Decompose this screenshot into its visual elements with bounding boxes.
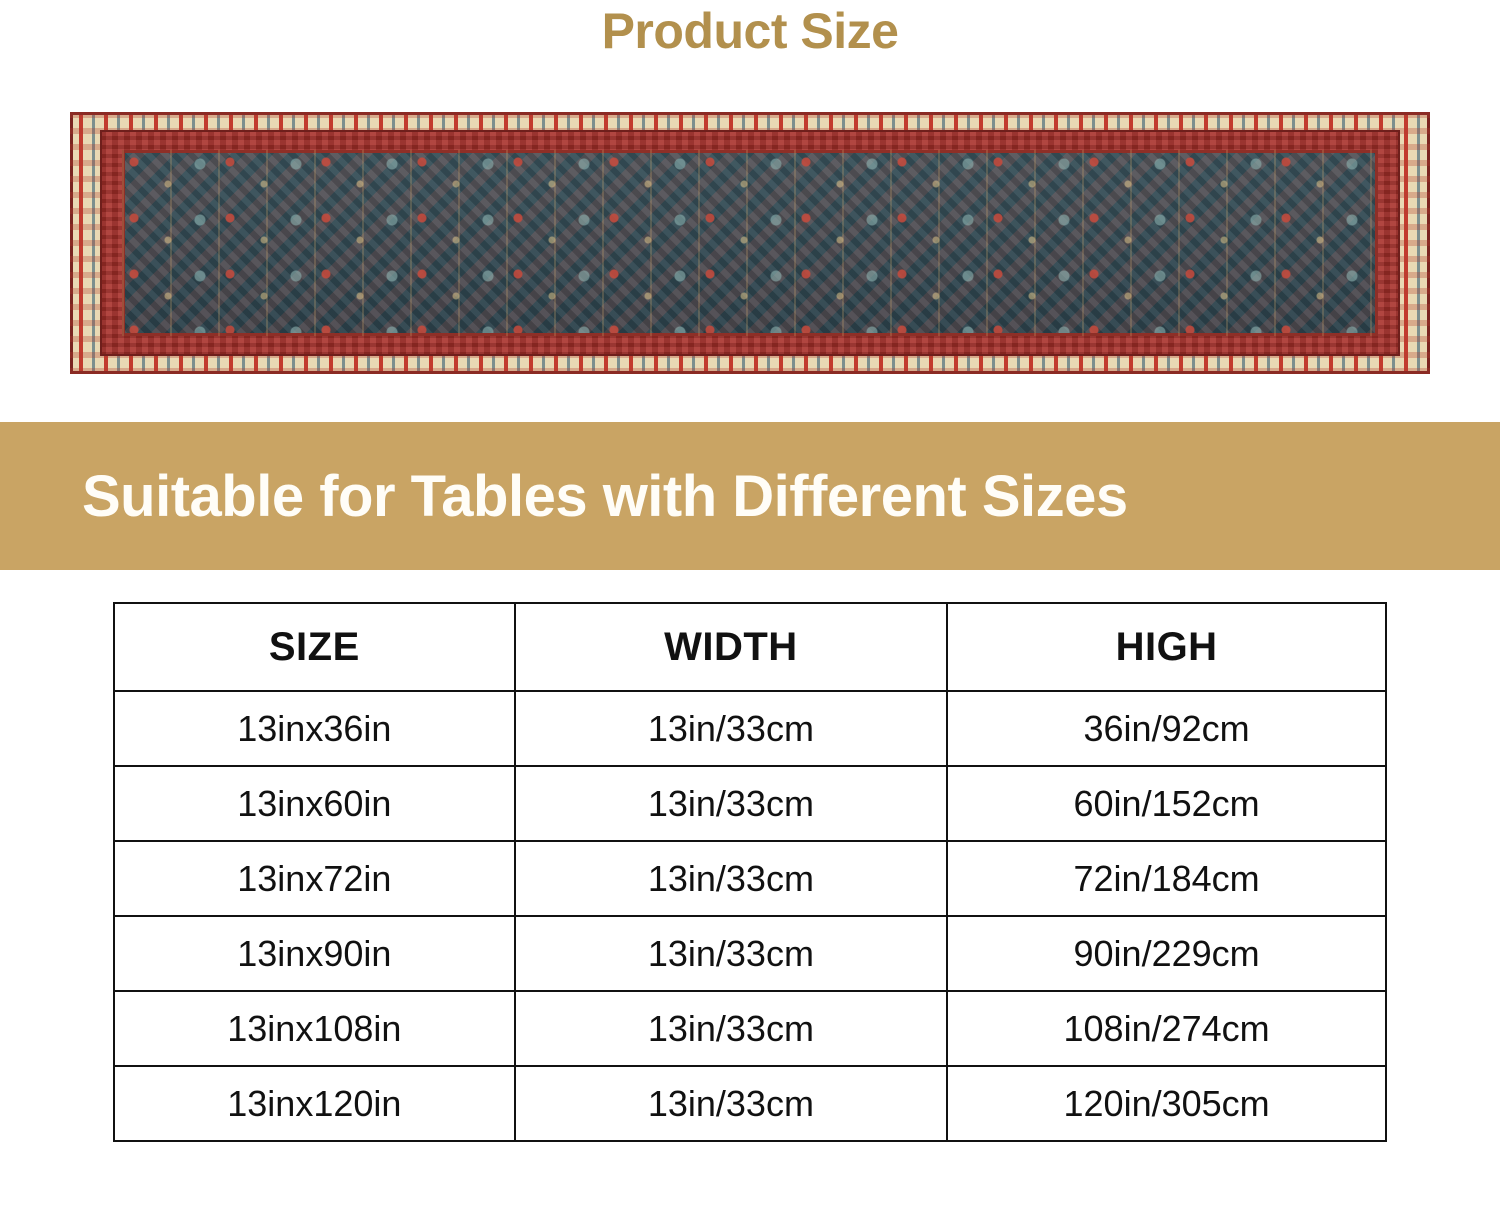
rug-center-field xyxy=(122,150,1378,336)
cell-high: 60in/152cm xyxy=(947,766,1386,841)
cell-high: 120in/305cm xyxy=(947,1066,1386,1141)
cell-size: 13inx60in xyxy=(114,766,515,841)
cell-width: 13in/33cm xyxy=(515,916,947,991)
cell-width: 13in/33cm xyxy=(515,691,947,766)
table-row xyxy=(114,916,1386,991)
suitable-banner-label: Suitable for Tables with Different Sizes xyxy=(82,463,1128,529)
table-row xyxy=(114,991,1386,1066)
cell-width: 13in/33cm xyxy=(515,991,947,1066)
table-header-row xyxy=(114,603,1386,691)
column-header-size: SIZE xyxy=(114,603,515,691)
cell-width: 13in/33cm xyxy=(515,1066,947,1141)
table-row xyxy=(114,841,1386,916)
cell-high: 36in/92cm xyxy=(947,691,1386,766)
suitable-banner xyxy=(0,422,1500,570)
table-row xyxy=(114,766,1386,841)
cell-size: 13inx36in xyxy=(114,691,515,766)
cell-high: 90in/229cm xyxy=(947,916,1386,991)
column-header-high: HIGH xyxy=(947,603,1386,691)
page-title: Product Size xyxy=(601,3,899,59)
cell-size: 13inx90in xyxy=(114,916,515,991)
column-header-width: WIDTH xyxy=(515,603,947,691)
table-row xyxy=(114,691,1386,766)
cell-size: 13inx72in xyxy=(114,841,515,916)
cell-high: 72in/184cm xyxy=(947,841,1386,916)
cell-size: 13inx120in xyxy=(114,1066,515,1141)
product-image xyxy=(70,112,1430,374)
cell-size: 13inx108in xyxy=(114,991,515,1066)
table-row xyxy=(114,1066,1386,1141)
size-table xyxy=(113,602,1387,1142)
cell-width: 13in/33cm xyxy=(515,841,947,916)
rug-graphic xyxy=(70,112,1430,374)
size-table-container xyxy=(113,602,1387,1142)
cell-high: 108in/274cm xyxy=(947,991,1386,1066)
cell-width: 13in/33cm xyxy=(515,766,947,841)
